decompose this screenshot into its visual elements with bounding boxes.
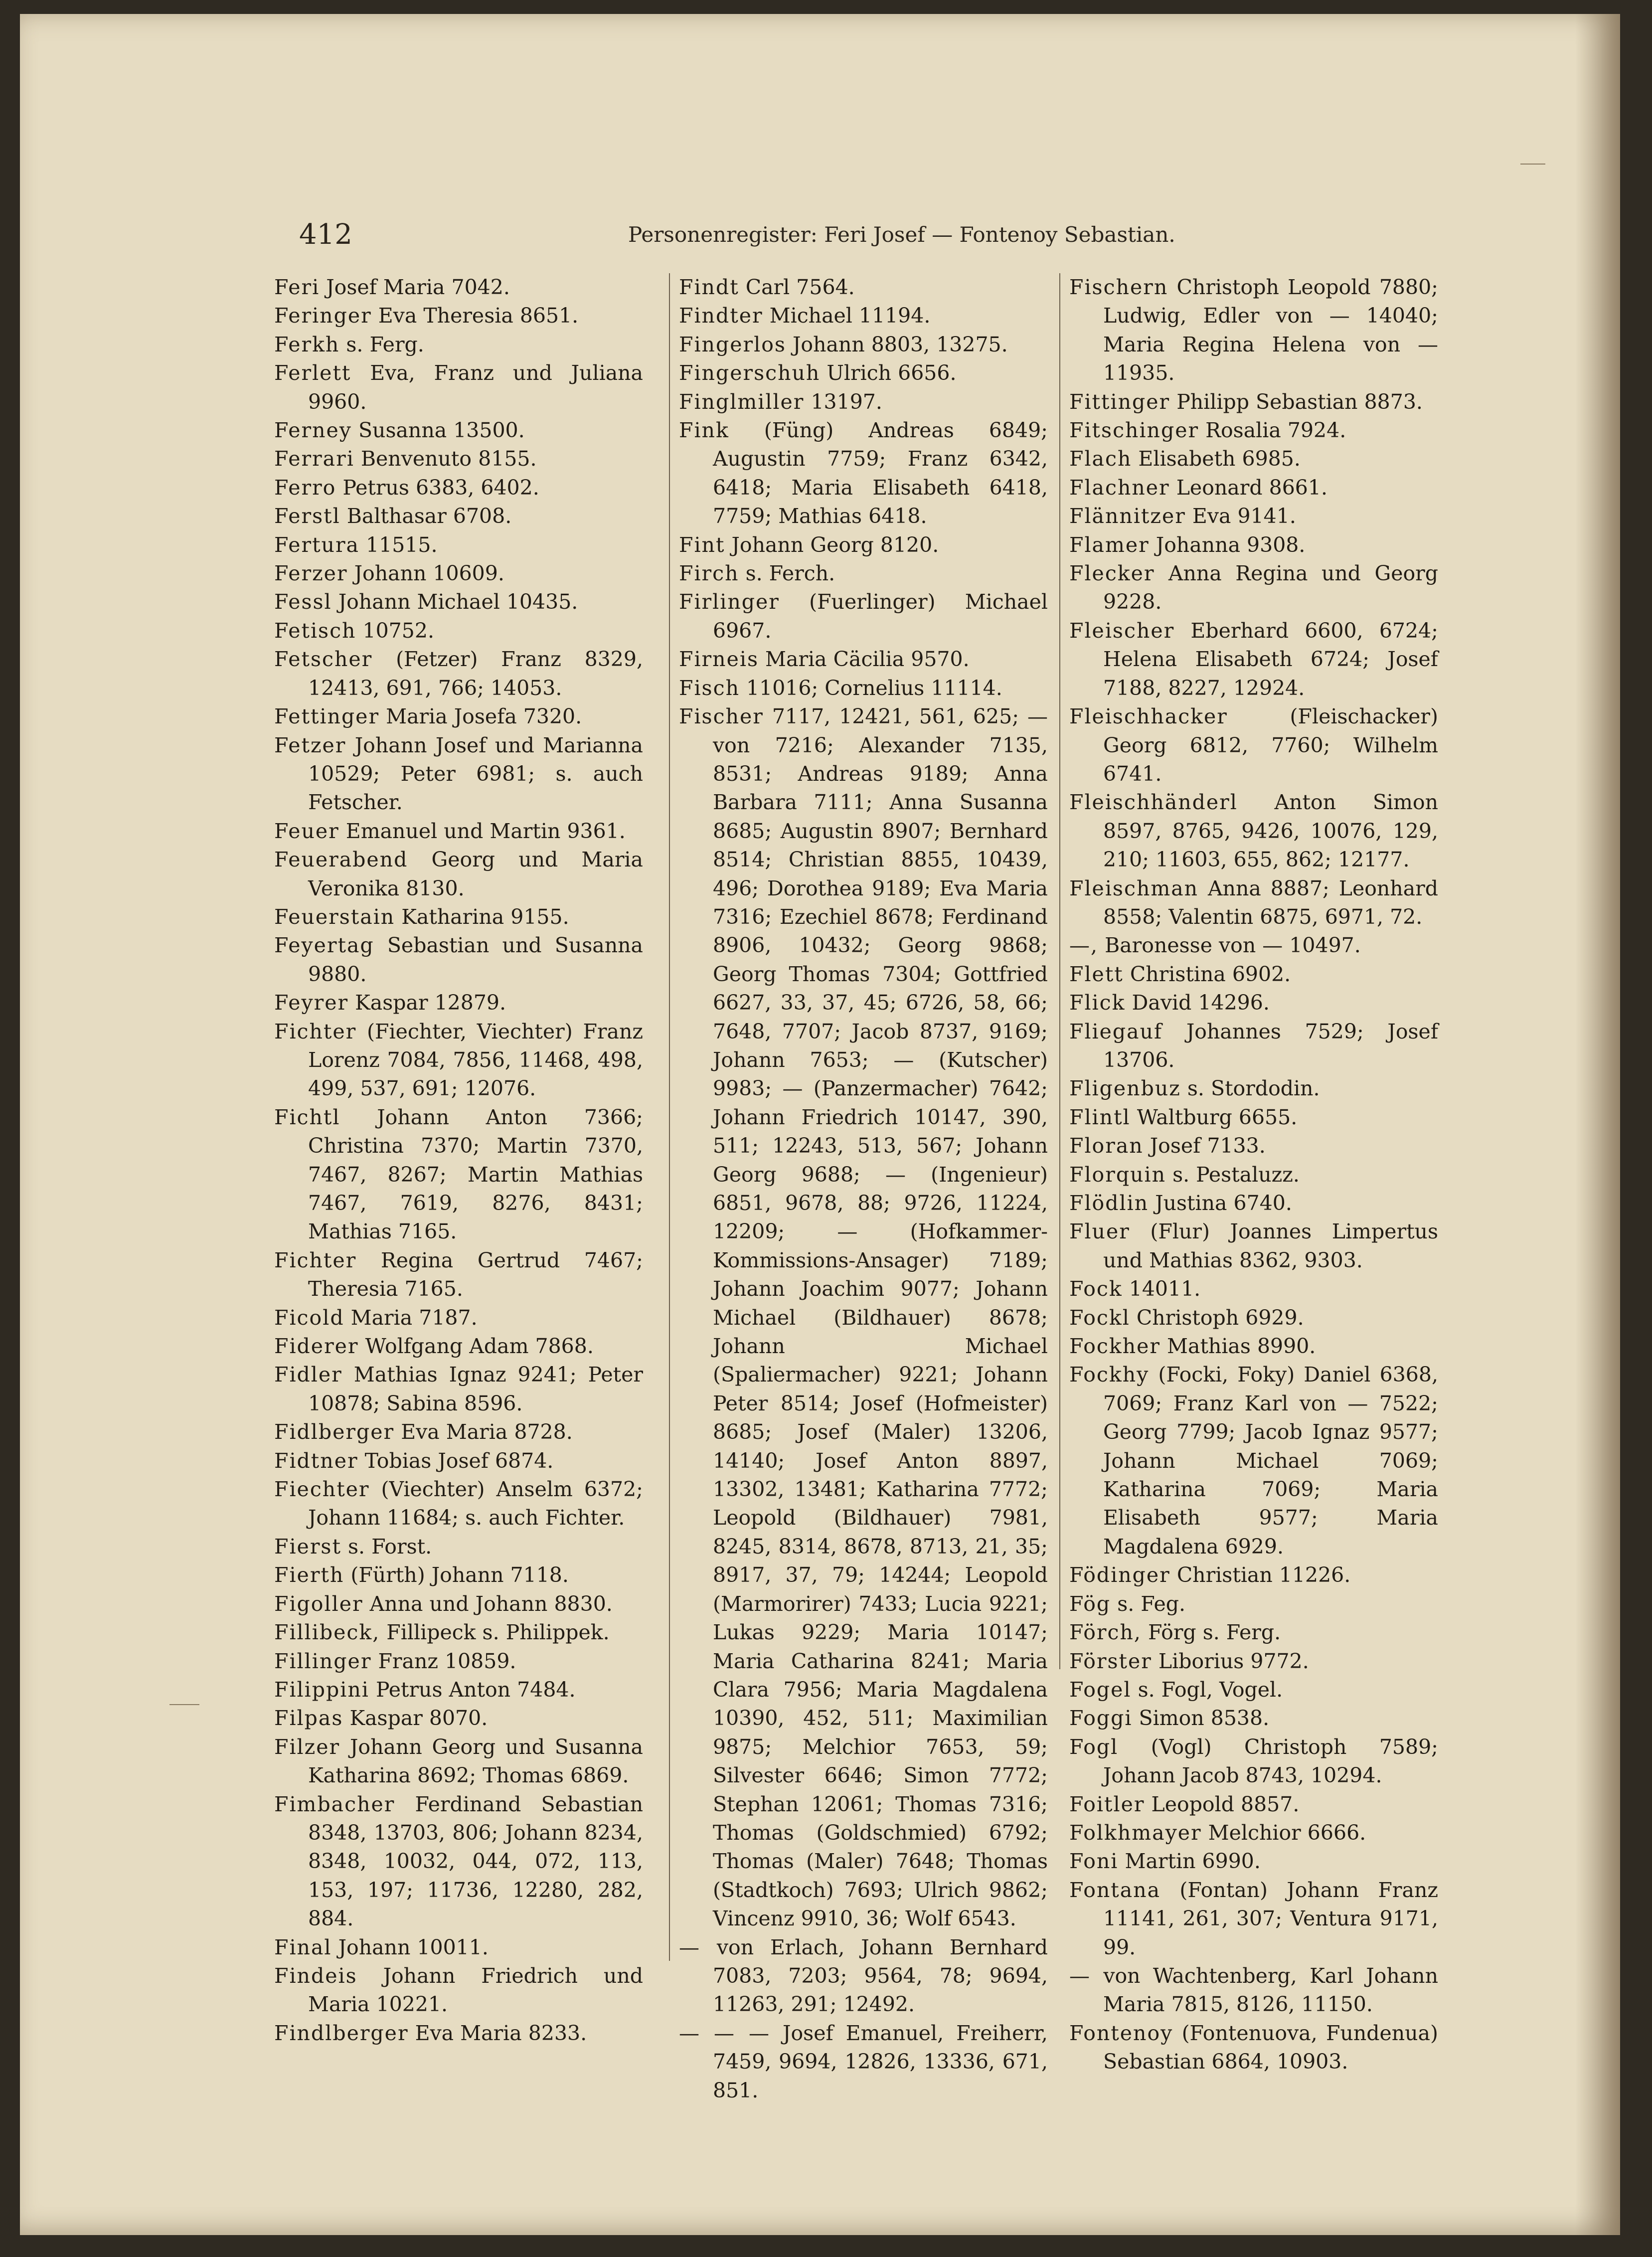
entry-surname: Ferrari [274,447,354,471]
entry-surname: Findlberger [274,2021,409,2045]
entry-surname: Finglmiller [679,389,805,414]
entry-surname: Floran [1069,1134,1144,1158]
register-entry [274,1704,643,1733]
register-entry [679,2019,1048,2105]
entry-surname: Filzer [274,1735,340,1759]
entry-surname: Fingerschuh [679,361,821,385]
entry-surname: Fichtl [274,1105,340,1129]
entry-details: Philipp Sebastian 8873. [1176,389,1423,414]
entry-details: Maria Josefa 7320. [386,704,582,729]
entry-details: Simon 8538. [1139,1706,1270,1731]
register-entry [1069,531,1438,559]
entry-surname: Filpas [274,1706,343,1731]
entry-details: Johann Michael 10435. [338,590,578,614]
entry-surname: Firch [679,561,739,586]
register-column-2 [669,273,1048,2102]
entry-surname: Fligenbuz [1069,1076,1181,1101]
register-entry [1069,388,1438,416]
register-entry [1069,1217,1438,1275]
register-entry [274,1618,643,1647]
entry-details: s. Ferg. [346,332,424,356]
entry-surname: Fogel [1069,1677,1132,1702]
register-entry [1069,1361,1438,1561]
entry-surname: Fontenoy [1069,2021,1173,2045]
entry-details: von Wachtenberg, Karl Johann Maria 7815, 8126, 11150. [1103,1963,1438,2017]
entry-surname: Fischer [679,704,764,729]
entry-details: Johann Friedrich und Maria 10221. [308,1963,643,2017]
entry-details: Christian 11226. [1176,1563,1351,1587]
register-entry [1069,1304,1438,1332]
entry-surname: Fidlberger [274,1420,395,1444]
entry-details: Eva, Franz und Juliana 9960. [308,361,643,414]
register-entry [1069,502,1438,530]
entry-surname: Firneis [679,647,759,672]
entry-surname: Fetscher [274,647,373,672]
entry-surname: Fontana [1069,1878,1161,1902]
register-entry [274,1962,643,2019]
register-entry [274,617,643,645]
register-entry [679,273,1048,302]
register-entry [679,702,1048,1933]
register-entry [1069,788,1438,874]
entry-details: Kaspar 8070. [349,1706,488,1731]
register-entry [1069,474,1438,502]
entry-details: 14011. [1129,1277,1201,1301]
entry-details: Maria 7187. [350,1305,478,1330]
register-entry [274,1447,643,1475]
entry-details: Waltburg 6655. [1137,1105,1298,1129]
entry-details: 11515. [366,532,438,557]
entry-details: (Fiechter, Viechter) Franz Lorenz 7084, 7856, 11468, 498, 499, 537, 691; 12076. [308,1019,643,1101]
register-entry [1069,960,1438,989]
entry-details: Josef Emanuel, Freiherr, 7459, 9694, 12826, 13336, 671, 851. [713,2021,1048,2102]
entry-surname: Ferstl [274,504,340,528]
entry-details: Emanuel und Martin 9361. [345,819,626,843]
entry-surname: Fichter [274,1248,357,1272]
entry-details: Tobias Josef 6874. [364,1448,554,1473]
entry-surname: Flecker [1069,561,1155,586]
entry-surname: Ferkh [274,332,340,356]
register-entry [274,502,643,530]
register-entry [679,416,1048,531]
register-entry [1069,1132,1438,1160]
entry-surname: Fettinger [274,704,380,729]
entry-details: Rosalia 7924. [1205,418,1346,443]
entry-surname: Fitschinger [1069,418,1199,443]
register-entry [679,674,1048,702]
register-entry [274,331,643,359]
register-entry [274,1103,643,1246]
entry-surname: Födinger [1069,1563,1170,1587]
register-entry [274,989,643,1017]
entry-details: 10752. [362,618,434,643]
register-entry [1069,1161,1438,1189]
register-entry [274,588,643,616]
register-entry [274,1590,643,1618]
entry-details: 13197. [811,389,882,414]
entry-surname: Ferro [274,475,336,500]
register-entry [274,1304,643,1332]
entry-surname: — [679,1935,700,1959]
entry-details: s. Ferch. [745,561,835,586]
entry-surname: Flintl [1069,1105,1131,1129]
entry-details: Martin 6990. [1125,1849,1261,1874]
entry-details: Eva Maria 8233. [415,2021,587,2045]
entry-surname: Fichter [274,1019,357,1043]
entry-surname: Feuerstain [274,904,395,929]
page-header [299,218,1175,258]
entry-surname: —, [1069,933,1099,958]
entry-surname: Filippini [274,1677,369,1702]
register-entry [1069,559,1438,617]
entry-details: (Fürth) Johann 7118. [350,1563,569,1587]
entry-surname: Fogl [1069,1735,1119,1759]
register-entry [274,817,643,846]
entry-surname: Foitler [1069,1792,1145,1816]
register-entry [274,474,643,502]
register-entry [1069,1189,1438,1217]
entry-details: Regina Gertrud 7467; Theresia 7165. [308,1248,643,1301]
register-entry [1069,931,1438,960]
entry-details: s. Feg. [1117,1591,1186,1616]
register-entry [1069,1074,1438,1103]
entry-surname: Fluer [1069,1219,1130,1244]
register-entry [679,645,1048,674]
entry-details: 11016; Cornelius 11114. [746,676,1002,700]
entry-details: s. Fogl, Vogel. [1138,1677,1283,1702]
entry-surname: Fittinger [1069,389,1170,414]
entry-details: Balthasar 6708. [346,504,512,528]
entry-details: Christoph 6929. [1136,1305,1304,1330]
entry-surname: Fischern [1069,275,1168,299]
entry-details: Baronesse von — 10497. [1105,933,1361,958]
entry-surname: Firlinger [679,590,780,614]
entry-surname: Förch, [1069,1620,1142,1645]
entry-surname: Fliegauf [1069,1019,1163,1043]
register-entry [274,1933,643,1962]
page-spine-shadow [1575,14,1620,2235]
entry-surname: Folkhmayer [1069,1820,1202,1845]
register-entry [274,273,643,302]
register-column-3 [1059,273,1438,2074]
entry-details: (Fuerlinger) Michael 6967. [713,590,1048,643]
entry-details: Melchior 6666. [1208,1820,1366,1845]
entry-details: Johann 8803, 13275. [792,332,1008,356]
entry-surname: Fillibeck, [274,1620,380,1645]
entry-surname: Fierst [274,1534,341,1559]
register-entry [1069,1962,1438,2019]
entry-surname: Fetzer [274,733,346,757]
entry-details: Sebastian und Susanna 9880. [308,933,643,986]
entry-surname: Fleischer [1069,618,1175,643]
register-entry [274,302,643,330]
entry-surname: Flödlin [1069,1191,1149,1215]
entry-surname: Fleischhacker [1069,704,1228,729]
entry-details: Petrus 6383, 6402. [342,475,539,500]
register-entry [1069,1590,1438,1618]
entry-details: Johann Georg 8120. [731,532,939,557]
entry-details: Susanna 13500. [358,418,525,443]
entry-surname: Fleischhänderl [1069,790,1238,815]
entry-details: Ulrich 6656. [826,361,957,385]
register-entry [274,645,643,702]
register-entry [274,416,643,445]
register-entry [1069,989,1438,1017]
entry-surname: Fimbacher [274,1792,395,1816]
entry-details: Johann 10011. [338,1935,489,1959]
entry-surname: Flett [1069,962,1124,986]
register-entry [679,559,1048,588]
entry-surname: Fockhy [1069,1363,1150,1387]
entry-surname: Flännitzer [1069,504,1186,528]
entry-details: Johann Anton 7366; Christina 7370; Martin 7370, 7467, 8267; Martin Mathias 7467, 7619, 8276, 8431; Mathias 7165. [308,1105,643,1244]
register-entry [1069,1876,1438,1962]
register-entry [1069,702,1438,788]
entry-surname: Fockher [1069,1334,1160,1359]
entry-surname: Fertura [274,532,359,557]
entry-details: Johanna 9308. [1156,532,1306,557]
scanned-page [20,14,1620,2235]
register-entry [274,1790,643,1933]
entry-surname: Flamer [1069,532,1150,557]
entry-details: Benvenuto 8155. [360,447,537,471]
entry-surname: Fidler [274,1363,342,1387]
entry-surname: Fiechter [274,1477,370,1502]
entry-details: Leonard 8661. [1176,475,1327,500]
entry-details: Ferdinand Sebastian 8348, 13703, 806; Johann 8234, 8348, 10032, 044, 072, 113, 153, 197; 11736, 12280, 282, 884. [308,1792,643,1931]
entry-surname: Feuerabend [274,848,408,872]
register-entry [274,531,643,559]
register-entry [274,1561,643,1589]
register-entry [1069,1676,1438,1704]
register-entry [679,388,1048,416]
register-entry [679,588,1048,645]
register-entry [679,302,1048,330]
page-number: 412 [299,218,352,251]
entry-details: Josef Maria 7042. [326,275,510,299]
entry-details: s. Forst. [348,1534,432,1559]
register-entry [1069,1704,1438,1733]
entry-surname: Ficold [274,1305,344,1330]
entry-surname: Fög [1069,1591,1111,1616]
entry-details: Carl 7564. [745,275,855,299]
register-entry [1069,874,1438,932]
entry-surname: — — — [679,2021,771,2045]
entry-details: Eva Theresia 8651. [378,304,579,328]
register-entry [679,531,1048,559]
entry-surname: Fierth [274,1563,344,1587]
entry-surname: Feringer [274,304,372,328]
register-entry [274,359,643,416]
entry-details: Eva Maria 8728. [401,1420,573,1444]
entry-details: (Focki, Foky) Daniel 6368, 7069; Franz Karl von — 7522; Georg 7799; Jacob Ignaz 9577; Johann Michael 7069; Katharina 7069; Maria Elisabeth 9577; Maria Magdalena 6929. [1103,1363,1438,1559]
entry-details: Anton Simon 8597, 8765, 9426, 10076, 129, 210; 11603, 655, 862; 12177. [1103,790,1438,872]
margin-mark [169,1704,199,1705]
entry-details: Johann Josef und Marianna 10529; Peter 6981; s. auch Fetscher. [308,733,643,815]
entry-details: Katharina 9155. [401,904,569,929]
entry-details: Christina 6902. [1130,962,1291,986]
register-entry [679,331,1048,359]
entry-details: Maria Cäcilia 9570. [765,647,970,672]
register-entry [1069,1733,1438,1790]
entry-details: von Erlach, Johann Bernhard 7083, 7203; 9564, 78; 9694, 11263, 291; 12492. [713,1935,1048,2017]
entry-details: (Vogl) Christoph 7589; Johann Jacob 8743, 10294. [1103,1735,1438,1788]
entry-details: Wolfgang Adam 7868. [365,1334,594,1359]
entry-surname: — [1069,1963,1091,1988]
entry-details: Anna Regina und Georg 9228. [1103,561,1438,614]
register-entry [1069,1275,1438,1303]
entry-surname: Ferney [274,418,352,443]
entry-surname: Findter [679,304,763,328]
entry-details: Georg und Maria Veronika 8130. [308,848,643,900]
entry-details: Liborius 9772. [1158,1649,1309,1673]
entry-surname: Foggi [1069,1706,1133,1731]
register-entry [1069,1103,1438,1132]
register-entry [274,931,643,989]
entry-surname: Flach [1069,447,1132,471]
register-entry [679,359,1048,387]
entry-details: (Flur) Joannes Limpertus und Mathias 8362, 9303. [1103,1219,1438,1272]
entry-surname: Feyrer [274,991,349,1015]
register-entry [1069,1018,1438,1075]
register-entry [274,846,643,903]
entry-surname: Förster [1069,1649,1152,1673]
entry-details: Petrus Anton 7484. [375,1677,576,1702]
entry-surname: Ferzer [274,561,348,586]
entry-surname: Fint [679,532,725,557]
entry-details: Anna und Johann 8830. [369,1591,613,1616]
entry-surname: Fockl [1069,1305,1130,1330]
entry-details: (Füng) Andreas 6849; Augustin 7759; Franz 6342, 6418; Maria Elisabeth 6418, 7759; Mathias 6418. [713,418,1048,528]
entry-details: David 14296. [1132,991,1270,1015]
register-entry [1069,1790,1438,1819]
register-entry [274,1018,643,1103]
entry-details: Christoph Leopold 7880; Ludwig, Edler von — 14040; Maria Regina Helena von — 11935. [1103,275,1438,385]
entry-surname: Fetisch [274,618,356,643]
entry-details: Eva 9141. [1192,504,1296,528]
entry-surname: Fink [679,418,729,443]
entry-surname: Flachner [1069,475,1170,500]
entry-details: s. Pestaluzz. [1172,1162,1300,1187]
entry-details: Kaspar 12879. [355,991,506,1015]
entry-surname: Florquin [1069,1162,1166,1187]
entry-surname: Ferlett [274,361,351,385]
margin-mark [1520,164,1545,165]
entry-details: Franz 10859. [378,1649,516,1673]
entry-details: Josef 7133. [1150,1134,1266,1158]
entry-details: Anna 8887; Leonhard 8558; Valentin 6875, 6971, 72. [1103,876,1438,929]
entry-surname: Findeis [274,1963,357,1988]
register-entry [274,2019,643,2048]
register-entry [274,1676,643,1704]
register-entry [1069,416,1438,445]
entry-details: Fillipeck s. Philippek. [386,1620,610,1645]
entry-details: Mathias Ignaz 9241; Peter 10878; Sabina 8596. [308,1363,643,1415]
entry-surname: Fiderer [274,1334,359,1359]
register-entry [274,1733,643,1790]
entry-details: (Fontan) Johann Franz 11141, 261, 307; Ventura 9171, 99. [1103,1878,1438,1959]
entry-details: Förg s. Ferg. [1148,1620,1281,1645]
entry-details: Mathias 8990. [1167,1334,1316,1359]
register-entry [274,702,643,731]
entry-surname: Fessl [274,590,332,614]
entry-surname: Fock [1069,1277,1123,1301]
register-entry [274,1246,643,1304]
register-entry [274,1647,643,1676]
register-entry [1069,445,1438,473]
running-title: Personenregister: Feri Josef — Fontenoy Sebastian. [628,222,1175,247]
register-entry [274,1418,643,1446]
entry-surname: Foni [1069,1849,1119,1874]
register-entry [1069,1647,1438,1676]
register-entry [274,903,643,931]
entry-details: (Fleischacker) Georg 6812, 7760; Wilhelm 6741. [1103,704,1438,786]
entry-surname: Final [274,1935,332,1959]
entry-details: Johannes 7529; Josef 13706. [1103,1019,1438,1072]
entry-surname: Feuer [274,819,339,843]
entry-details: (Viechter) Anselm 6372; Johann 11684; s. auch Fichter. [308,1477,643,1530]
entry-surname: Fingerlos [679,332,786,356]
entry-details: (Fetzer) Franz 8329, 12413, 691, 766; 14053. [308,647,643,700]
register-entry [1069,1847,1438,1876]
entry-details: Michael 11194. [769,304,931,328]
entry-details: Elisabeth 6985. [1138,447,1301,471]
entry-details: Eberhard 6600, 6724; Helena Elisabeth 6724; Josef 7188, 8227, 12924. [1103,618,1438,700]
register-entry [1069,2019,1438,2077]
register-column-1 [274,273,643,2048]
entry-details: (Fontenuova, Fundenua) Sebastian 6864, 10903. [1103,2021,1438,2074]
register-entry [274,1533,643,1561]
register-entry [274,1332,643,1361]
register-entry [1069,1561,1438,1589]
entry-surname: Feri [274,275,320,299]
entry-details: Johann 10609. [354,561,504,586]
entry-surname: Fisch [679,676,740,700]
entry-surname: Flick [1069,991,1126,1015]
register-entry [1069,1332,1438,1361]
register-entry [274,1361,643,1418]
entry-surname: Fidtner [274,1448,358,1473]
entry-details: 7117, 12421, 561, 625; — von 7216; Alexander 7135, 8531; Andreas 9189; Anna Barbara 7111; Anna Susanna 8685; Augustin 8907; Bernhard 8514; Christian 8855, 10439, 496; Dorothea 9189; Eva Maria 7316; Ezechiel 8678; Ferdinand 8906, 10432; Georg 9868; Georg Thomas 7304; Gottfried 6627, 33, 37, 45; 6726, 58, 66; 7648, 7707; Jacob 8737, 9169; Johann 7653; — (Kutscher) 9983; — (Panzermacher) 7642; Johann Friedrich 10147, 390, 511; 12243, 513, 567; Johann Georg 9688; — (Ingenieur) 6851, 9678, 88; 9726, 11224, 12209; — (Hofkammer-Kommissions-Ansager) 7189; Johann Joachim 9077; Johann Michael (Bildhauer) 8678; Johann Michael (Spaliermacher) 9221; Johann Peter 8514; Josef (Hofmeister) 8685; Josef (Maler) 13206, 14140; Josef Anton 8897, 13302, 13481; Katharina 7772; Leopold (Bildhauer) 7981, 8245, 8314, 8678, 8713, 21, 35; 8917, 37, 79; 14244; Leopold (Marmorirer) 7433; Lucia 9221; Lukas 9229; Maria 10147; Maria Catharina 8241; Maria Clara 7956; Maria Magdalena 10390, 452, 511; Maximilian 9875; Melchior 7653, 59; Silvester 6646; Simon 7772; Stephan 12061; Thomas 7316; Thomas (Goldschmied) 6792; Thomas (Maler) 7648; Thomas (Stadtkoch) 7693; Ulrich 9862; Vincenz 9910, 36; Wolf 6543. [713,704,1048,1931]
entry-surname: Fleischman [1069,876,1199,900]
register-entry [274,1475,643,1533]
entry-details: Johann Georg und Susanna Katharina 8692; Thomas 6869. [308,1735,643,1788]
register-entry [1069,1819,1438,1847]
entry-details: Justina 6740. [1155,1191,1292,1215]
entry-details: s. Stordodin. [1187,1076,1320,1101]
register-entry [679,1933,1048,2019]
register-entry [274,559,643,588]
entry-surname: Fillinger [274,1649,372,1673]
register-entry [274,445,643,473]
register-entry [1069,1618,1438,1647]
entry-surname: Figoller [274,1591,363,1616]
entry-surname: Feyertag [274,933,374,958]
entry-details: Leopold 8857. [1151,1792,1300,1816]
register-entry [1069,273,1438,388]
entry-surname: Findt [679,275,739,299]
register-entry [274,731,643,817]
register-entry [1069,617,1438,702]
